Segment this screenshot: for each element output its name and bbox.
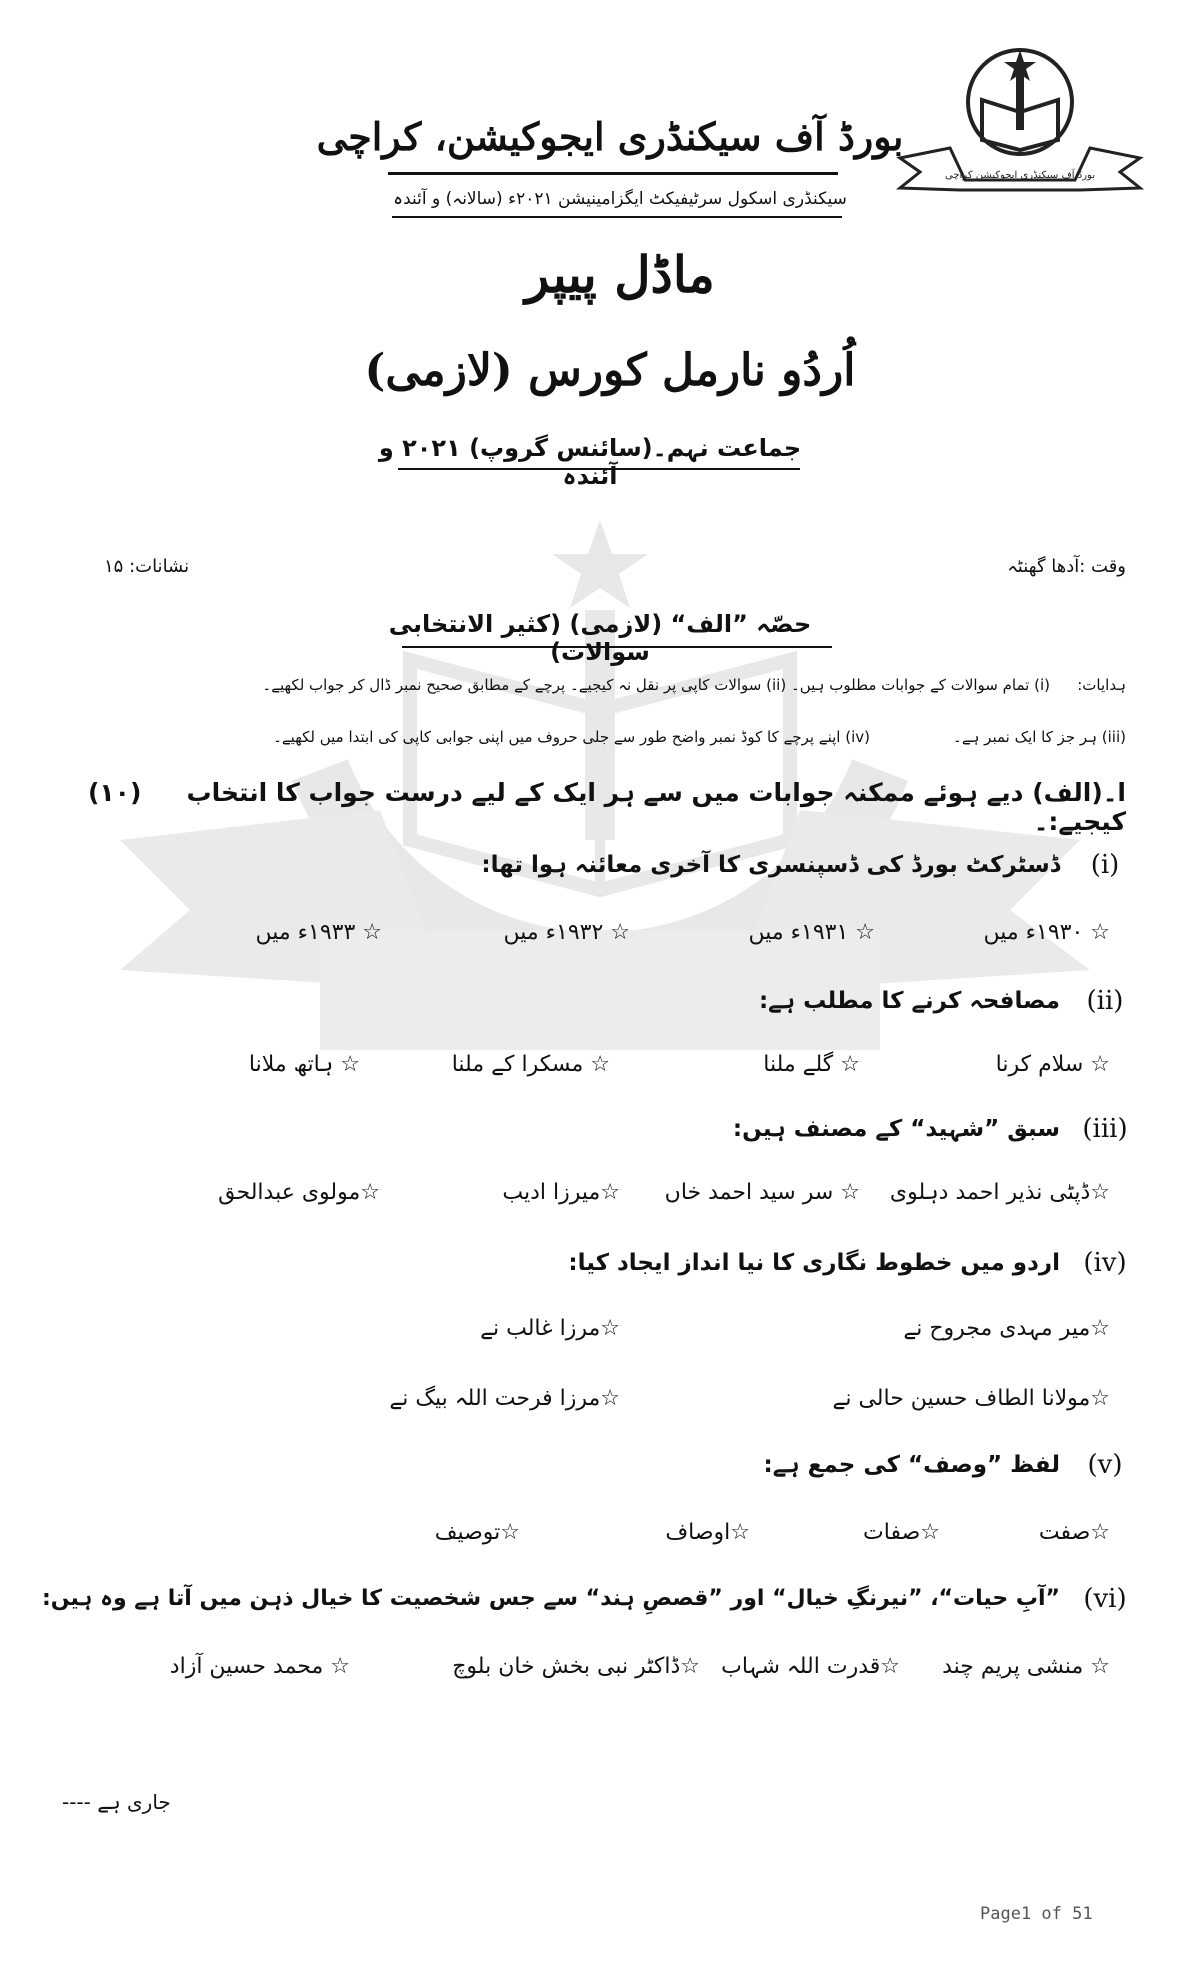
option: ☆ڈاکٹر نبی بخش خان بلوچ — [452, 1654, 700, 1679]
option: ☆اوصاف — [665, 1520, 750, 1545]
question-text: مصافحہ کرنے کا مطلب ہے: — [758, 988, 1060, 1014]
question-number: (ii) — [1086, 986, 1124, 1016]
logo-ribbon-text: بورڈ آف سیکنڈری ایجوکیشن کراچی — [945, 170, 1095, 181]
option: ☆ محمد حسین آزاد — [169, 1654, 350, 1679]
option: ☆ گلے ملنا — [763, 1052, 860, 1077]
question-number: (iv) — [1083, 1248, 1127, 1278]
option: ☆صفات — [863, 1520, 940, 1545]
board-name: بورڈ آف سیکنڈری ایجوکیشن، کراچی — [316, 114, 904, 159]
option: ☆مولانا الطاف حسین حالی نے — [832, 1386, 1110, 1411]
option: ☆ ۱۹۳۱ء میں — [748, 920, 875, 945]
option: ☆ڈپٹی نذیر احمد دہلوی — [889, 1180, 1110, 1205]
exam-line: سیکنڈری اسکول سرٹیفیکٹ ایگزامینیشن ۲۰۲۱ء (سالانہ) و آئندہ — [393, 189, 847, 209]
option: ☆مرزا غالب نے — [480, 1316, 620, 1341]
divider — [402, 646, 832, 648]
question-number: (iii) — [1082, 1114, 1128, 1144]
divider — [392, 216, 842, 218]
option: ☆ سر سید احمد خاں — [664, 1180, 860, 1205]
option: ☆مرزا فرحت اللہ بیگ نے — [389, 1386, 620, 1411]
question-number: (v) — [1087, 1450, 1123, 1480]
question-text: اردو میں خطوط نگاری کا نیا انداز ایجاد کیا: — [568, 1250, 1060, 1276]
option: ☆ منشی پریم چند — [942, 1654, 1110, 1679]
paper-title: ماڈل پیپر — [525, 245, 715, 304]
option: ☆ ہاتھ ملانا — [248, 1052, 360, 1077]
page-number: Page1 of 51 — [980, 1904, 1093, 1924]
option: ☆صفت — [1038, 1520, 1110, 1545]
section-heading: حصّہ ”الف“ (لازمی) (کثیر الانتخابی سوالات) — [388, 610, 812, 666]
option: ☆ ۱۹۳۲ء میں — [503, 920, 630, 945]
option: ☆میر مہدی مجروح نے — [903, 1316, 1110, 1341]
question-number: (vi) — [1083, 1584, 1127, 1614]
option: ☆توصیف — [434, 1520, 520, 1545]
option: ☆ ۱۹۳۰ء میں — [983, 920, 1110, 945]
question-text: لفظ ”وصف“ کی جمع ہے: — [763, 1452, 1060, 1478]
option: ☆ ۱۹۳۳ء میں — [255, 920, 382, 945]
option: ☆ مسکرا کے ملنا — [451, 1052, 610, 1077]
question-number: (i) — [1090, 850, 1120, 880]
instructions-label: ہدایات: — [1077, 676, 1126, 694]
divider — [388, 172, 838, 175]
instruction-line-1: (i) تمام سوالات کے جوابات مطلوب ہیں۔ (ii) سوالات کاپی پر نقل نہ کیجیے۔ پرچے کے مطابق صحیح نمبر ڈال کر جواب لکھیے۔ — [262, 676, 1050, 694]
question-marks: (۱۰) — [88, 778, 142, 807]
question-intro: ا۔(الف) دیے ہوئے ممکنہ جوابات میں سے ہر ایک کے لیے درست جواب کا انتخاب کیجیے:۔ — [186, 778, 1126, 836]
option: ☆ سلام کرنا — [995, 1052, 1110, 1077]
option: ☆قدرت اللہ شہاب — [721, 1654, 900, 1679]
instruction-line-2b: (iv) اپنے پرچے کا کوڈ نمبر واضح طور سے جلی حروف میں اپنی جوابی کاپی کی ابتدا میں لکھیے۔ — [273, 728, 870, 746]
board-logo — [890, 40, 1150, 210]
total-marks: نشانات: ۱۵ — [104, 556, 190, 577]
time-allowed: وقت :آدھا گھنٹہ — [1007, 556, 1126, 577]
instruction-line-2a: (iii) ہر جز کا ایک نمبر ہے۔ — [953, 728, 1126, 746]
question-text: ڈسٹرکٹ بورڈ کی ڈسپنسری کا آخری معائنہ ہوا تھا: — [481, 852, 1060, 878]
option: ☆مولوی عبدالحق — [218, 1180, 380, 1205]
continued-note: جاری ہے ---- — [62, 1790, 171, 1814]
subject-title: اُردُو نارمل کورس (لازمی) — [364, 345, 856, 396]
question-text: ”آبِ حیات“، ”نیرنگِ خیال“ اور ”قصصِ ہند“ سے جس شخصیت کا خیال ذہن میں آتا ہے وہ ہیں: — [41, 1586, 1060, 1611]
option: ☆میرزا ادیب — [502, 1180, 620, 1205]
question-text: سبق ”شہید“ کے مصنف ہیں: — [732, 1116, 1060, 1142]
class-line: جماعت نہم۔(سائنس گروپ) ۲۰۲۱ و آئندہ — [378, 434, 802, 490]
divider — [398, 468, 800, 470]
